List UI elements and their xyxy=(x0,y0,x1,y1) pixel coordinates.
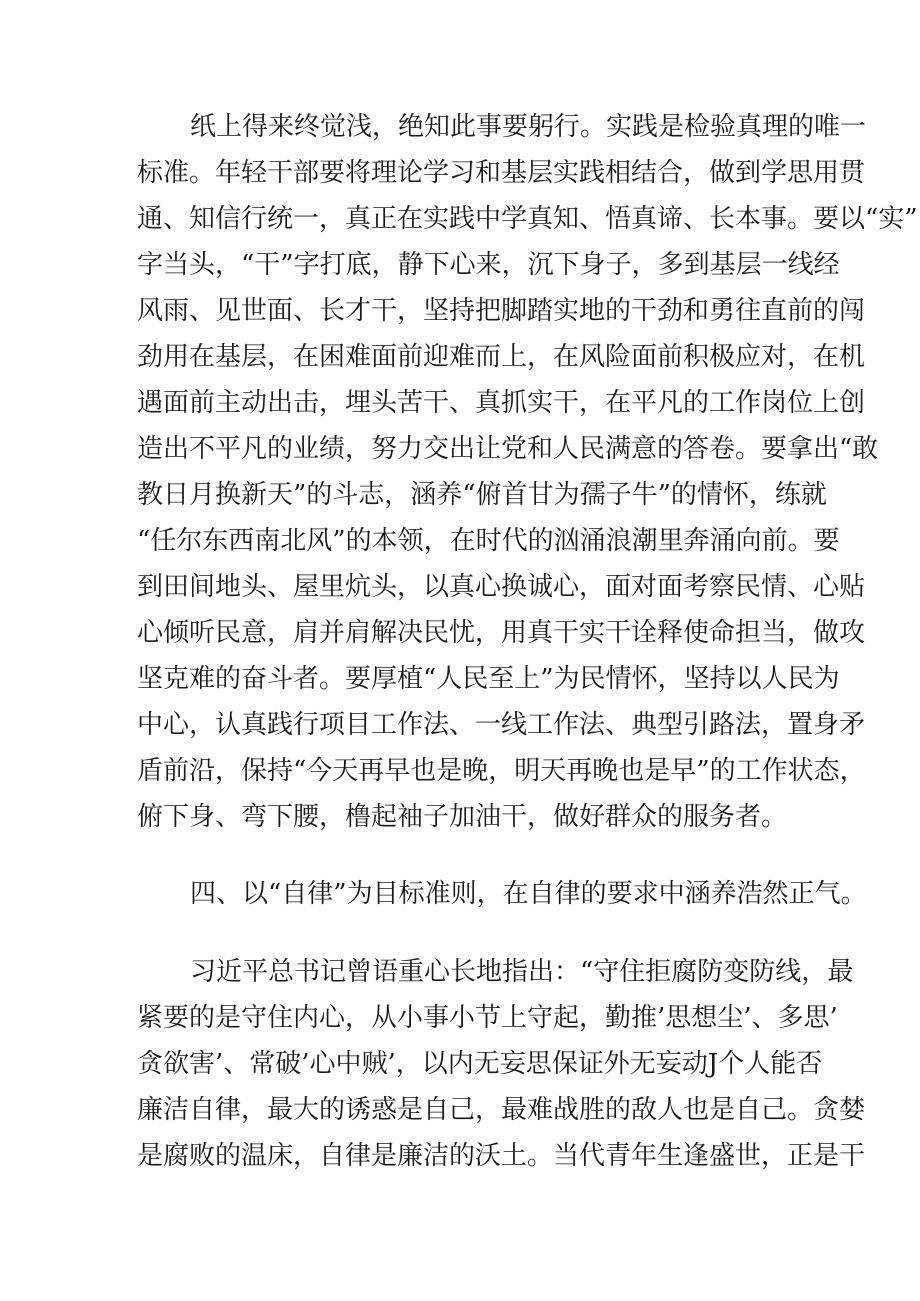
text-line: 心倾听民意，肩并肩解决民忧，用真干实干诠释使命担当，做攻 xyxy=(137,618,866,648)
text-line: 造出不平凡的业绩，努力交出让党和人民满意的答卷。要拿出“敢 xyxy=(137,434,879,464)
text-line: 盾前沿，保持“今天再早也是晚，明天再晚也是早”的工作状态， xyxy=(137,756,866,786)
text-line: 通、知信行统一，真正在实践中学真知、悟真谛、长本事。要以“实” xyxy=(137,204,918,234)
text-line: 到田间地头、屋里炕头，以真心换诚心，面对面考察民情、心贴 xyxy=(137,572,866,602)
text-line: 劲用在基层，在困难面前迎难而上，在风险面前积极应对，在机 xyxy=(137,342,866,372)
text-line: 廉洁自律，最大的诱惑是自己，最难战胜的敌人也是自己。贪婪 xyxy=(137,1095,866,1125)
text-line: 坚克难的奋斗者。要厚植“人民至上”为民情怀，坚持以人民为 xyxy=(137,664,840,694)
text-line: 风雨、见世面、长才干，坚持把脚踏实地的干劲和勇往直前的闯 xyxy=(137,296,866,326)
text-line: 教日月换新天”的斗志，涵养“俯首甘为孺子牛”的情怀，练就 xyxy=(137,480,827,510)
text-line: 遇面前主动出击，埋头苦干、真抓实干，在平凡的工作岗位上创 xyxy=(137,388,866,418)
section-heading: 四、以“自律”为目标准则，在自律的要求中涵养浩然正气。 xyxy=(190,879,867,909)
text-line: 紧要的是守住内心，从小事小节上守起，勤推’思想尘’、多思’ xyxy=(137,1003,838,1033)
text-line: 纸上得来终觉浅，绝知此事要躬行。实践是检验真理的唯一 xyxy=(190,112,867,142)
text-line: 标准。年轻干部要将理论学习和基层实践相结合，做到学思用贯 xyxy=(137,158,866,188)
text-line: “任尔东西南北风”的本领，在时代的汹涌浪潮里奔涌向前。要 xyxy=(137,526,840,556)
text-line: 是腐败的温床，自律是廉洁的沃土。当代青年生逢盛世，正是干 xyxy=(137,1141,866,1171)
text-line: 习近平总书记曾语重心长地指出：“守住拒腐防变防线，最 xyxy=(190,957,854,987)
text-line: 俯下身、弯下腰，橹起袖子加油干，做好群众的服务者。 xyxy=(137,802,788,832)
text-line: 中心，认真践行项目工作法、一线工作法、典型引路法，置身矛 xyxy=(137,710,866,740)
text-line: 字当头，“干”字打底，静下心来，沉下身子，多到基层一线经 xyxy=(137,250,840,280)
text-line: 贪欲害’、常破’心中贼’，以内无妄思保证外无妄动J个人能否 xyxy=(137,1049,823,1079)
